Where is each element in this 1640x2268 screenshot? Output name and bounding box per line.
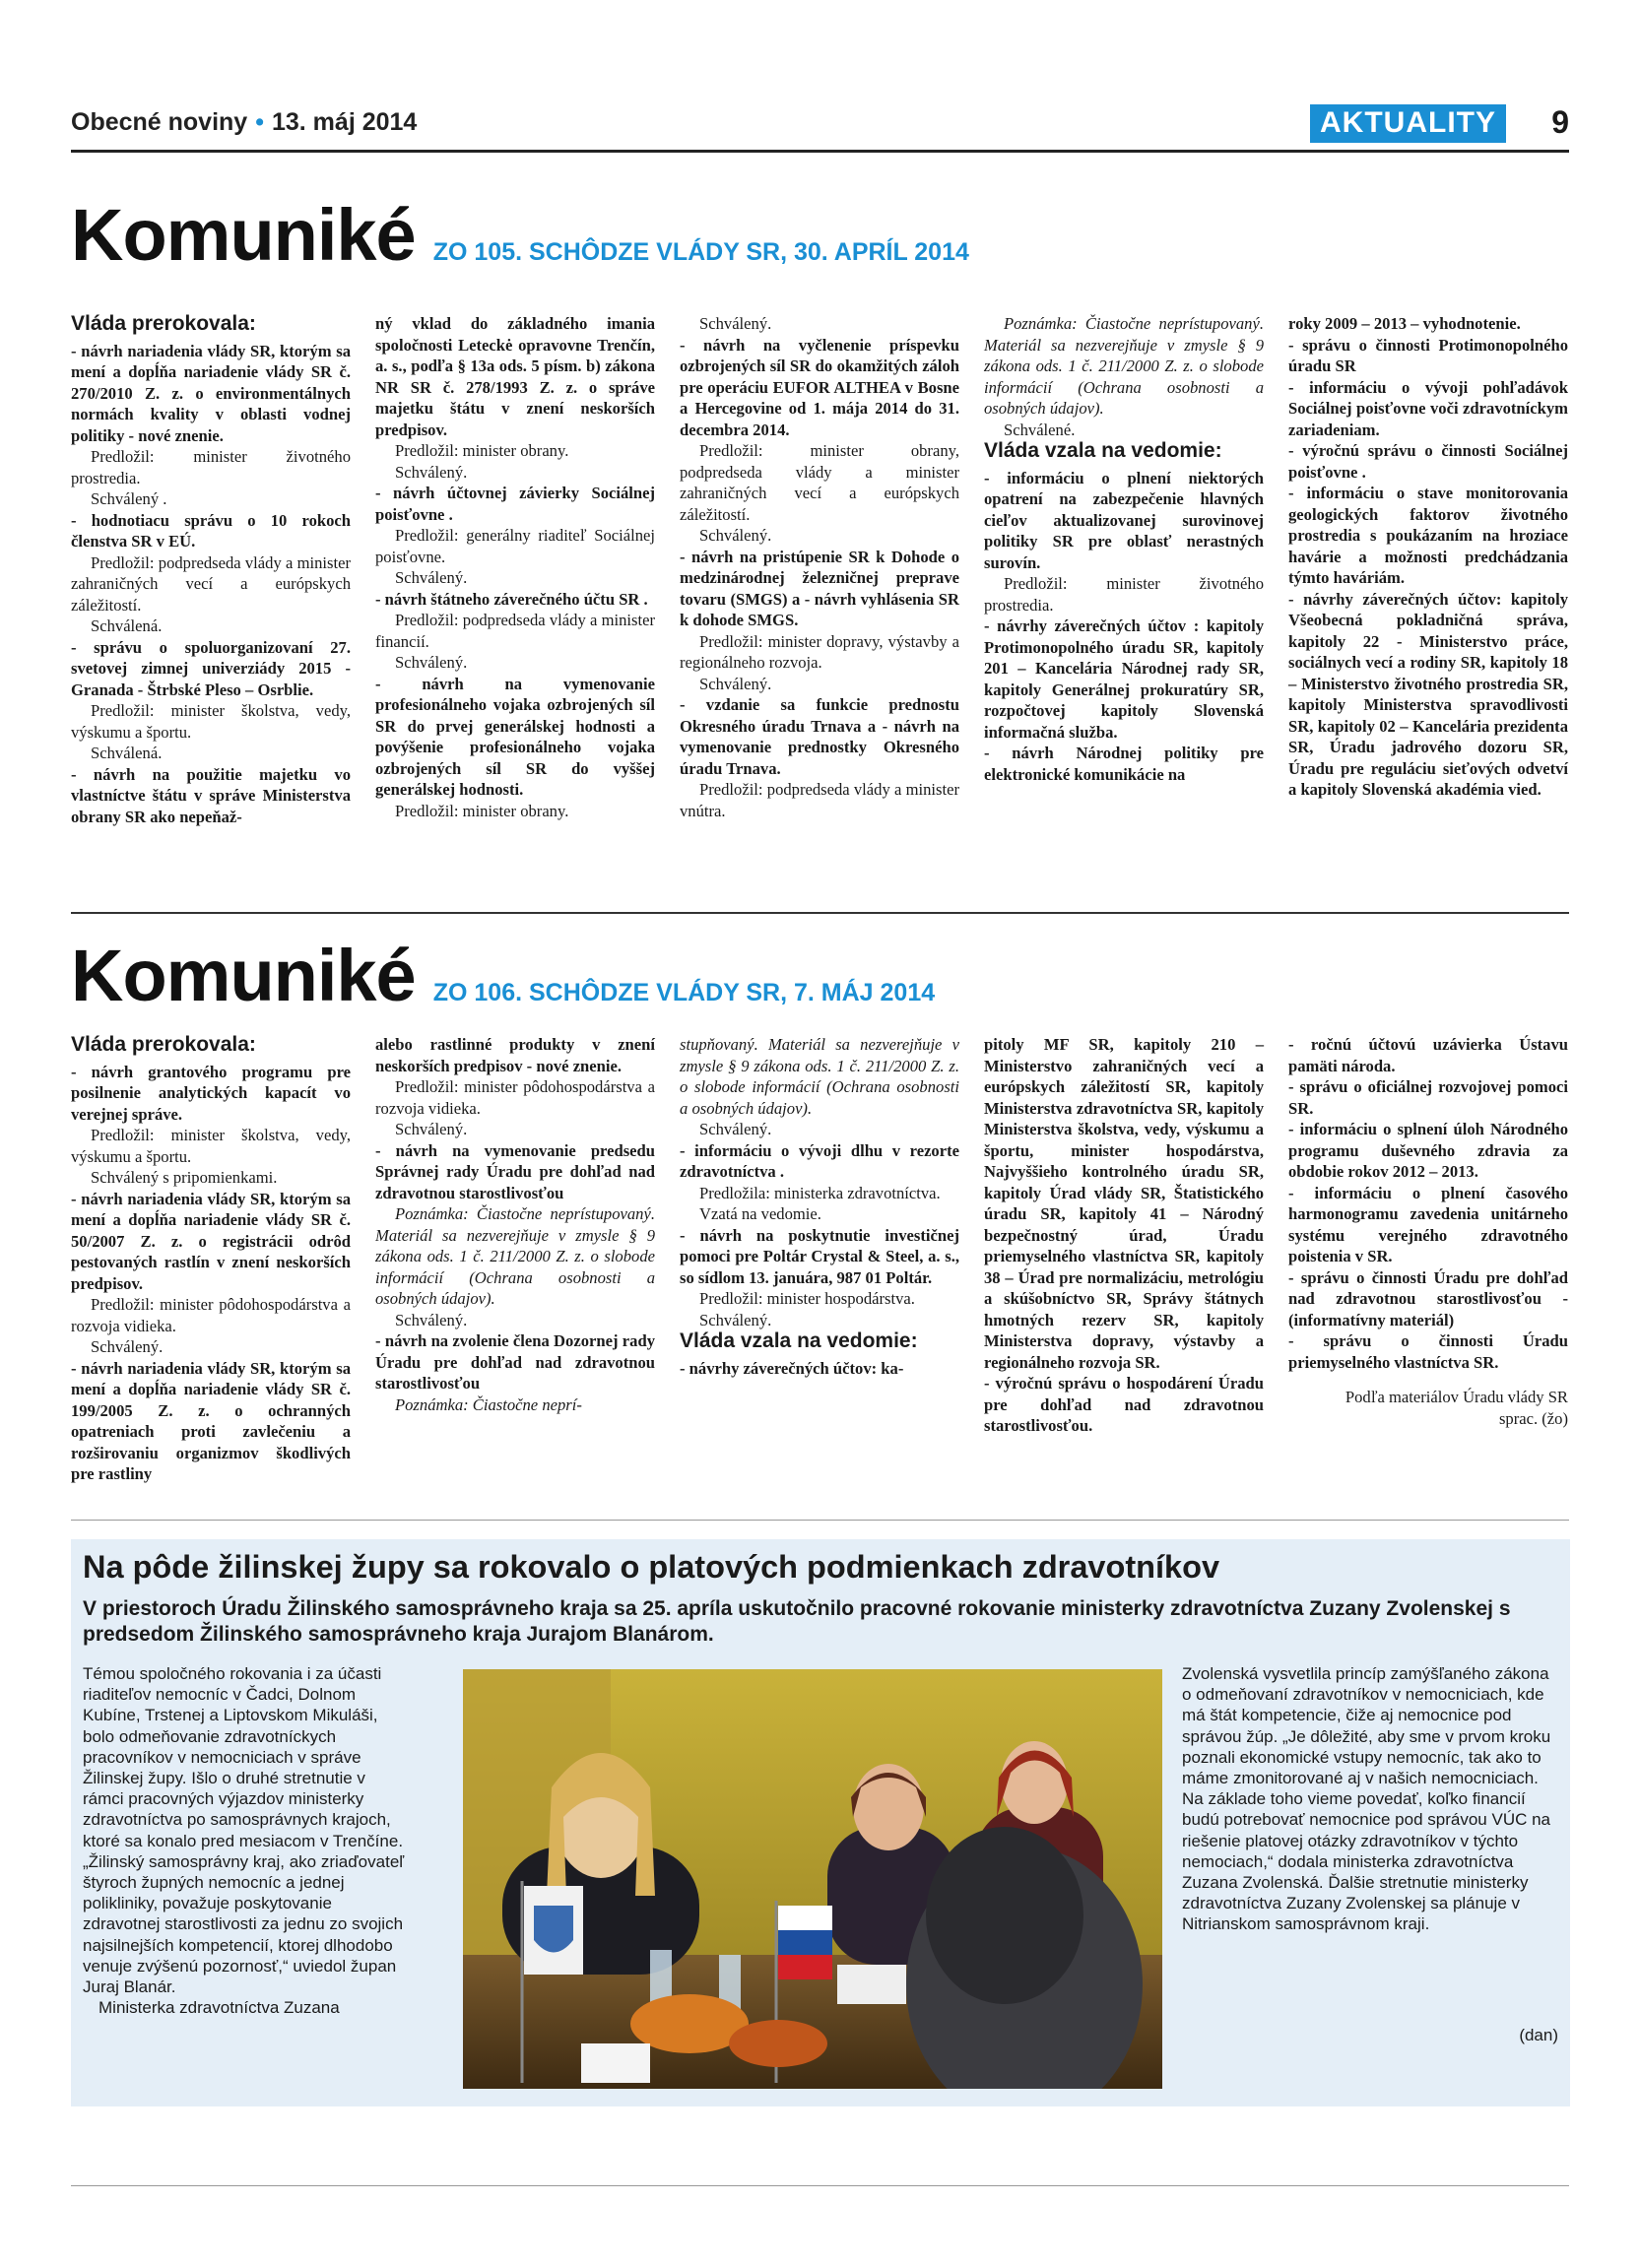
issue-date: 13. máj 2014 xyxy=(271,108,418,136)
column-paragraph: alebo rastlinné produkty v znení neskorších predpisov - nové znenie. xyxy=(375,1035,655,1075)
column-paragraph: Schválený. xyxy=(699,674,772,693)
column-paragraph: - návrh na zvolenie člena Dozornej rady Úradu pre dohľad nad zdravotnou starostlivosťou xyxy=(375,1331,655,1393)
column-paragraph: Predložil: podpredseda vlády a minister financií. xyxy=(375,611,655,651)
column-paragraph: - návrhy záverečných účtov: kapitoly Všeobecná pokladničná správa, kapitoly 22 - Ministerstvo práce, sociálnych vecí a rodiny SR, kapitoly 18 – Ministerstvo životného prostredia SR, kapitoly Ministerstva spravodlivosti SR, kapitoly 02 – Kancelária prezidenta SR, Úradu jadrového dozoru SR, Úradu pre reguláciu sieťových odvetví a kapitoly Slovenská akadémia vied. xyxy=(1288,589,1568,799)
column-paragraph: Predložil: minister hospodárstva. xyxy=(699,1289,915,1308)
section-label: AKTUALITY xyxy=(1310,104,1506,143)
column-paragraph: Predložil: minister školstva, vedy, výskumu a športu. xyxy=(71,1126,351,1166)
column-paragraph: - návrh grantového programu pre posilnenie analytických kapacít vo verejnej správe. xyxy=(71,1062,351,1124)
masthead xyxy=(71,108,417,137)
column-paragraph: Poznámka: Čiastočne neprístupovaný. Materiál sa nezverejňuje v zmysle § 9 zákona ods. 1 č. 211/2000 Z. z. o slobode informácií (Ochrana osobnosti a osobných údajov). xyxy=(984,314,1264,418)
column-paragraph: ný vklad do základného imania spoločnosti Leteckė opravovne Trenčín, a. s., podľa § 13a ods. 5 písm. b) zákona NR SR č. 278/1993 Z. z. o správe majetku štátu v znení neskorších predpisov. xyxy=(375,314,655,439)
column-2 xyxy=(375,1034,655,1485)
column-paragraph: Predložil: minister pôdohospodárstva a rozvoja vidieka. xyxy=(71,1295,351,1335)
column-paragraph: Predložil: minister obrany, podpredseda vlády a minister zahraničných vecí a európskych záležitostí. xyxy=(680,441,959,524)
column-paragraph: - informáciu o stave monitorovania geologických faktorov životného prostredia s poukázaním na hroziace havárie a možnosti predchádzania týmto haváriám. xyxy=(1288,484,1568,587)
column-paragraph: Poznámka: Čiastočne neprí- xyxy=(395,1394,582,1414)
communique-2-columns xyxy=(71,1034,1568,1485)
column-paragraph: - správu o oficiálnej rozvojovej pomoci SR. xyxy=(1288,1077,1568,1118)
column-paragraph: - informáciu o plnení časového harmonogramu zavedenia unitárneho systému verejného zdravotného poistenia v SR. xyxy=(1288,1183,1568,1265)
column-paragraph: Schválený. xyxy=(699,1310,772,1329)
column-paragraph: Predložil: podpredseda vlády a minister zahraničných vecí a európskych záležitostí. xyxy=(71,552,351,615)
article-box xyxy=(71,1539,1570,2106)
page-number: 9 xyxy=(1551,104,1569,140)
article-signature: (dan) xyxy=(1519,2026,1558,2044)
column-paragraph: - návrh na vymenovanie predsedu Správnej rady Úradu pre dohľad nad zdravotnou starostlivosťou xyxy=(375,1140,655,1202)
article-right-column: Zvolenská vysvetlila princíp zamýšľaného zákona o odmeňovaní zdravotníkov v nemocniciach, kde má štát kompetencie, čiže aj nemocnice pod správou žúp. „Je dôležité, aby sme v prvom kroku poznali ekonomické vstupy nemocníc, tak ako to máme zmonitorované aj v našich nemocniciach. Na základe toho vieme povedať, koľko financií budú potrebovať nemocnice pod správou VÚC na riešenie platovej otázky zdravotníkov v týchto nemociach,“ dodala ministerka zdravotníctva Zuzana Zvolenská. Ďalšie stretnutie ministerky zdravotníctva Zuzany Zvolenskej sa plánuje v Nitrianskom samosprávnom kraji. xyxy=(1182,1664,1551,1934)
column-paragraph: - správu o činnosti Úradu pre dohľad nad zdravotnou starostlivosťou - (informatívny materiál) xyxy=(1288,1267,1568,1329)
column-paragraph: Predložil: generálny riaditeľ Sociálnej poisťovne. xyxy=(375,526,655,566)
column-paragraph: Schválený. xyxy=(395,462,468,482)
column-paragraph: Schválené. xyxy=(1004,420,1076,439)
column-paragraph: - správu o činnosti Úradu priemyselného vlastníctva SR. xyxy=(1288,1331,1568,1372)
meeting-photo-icon xyxy=(463,1669,1162,2089)
column-paragraph: Predložil: minister obrany. xyxy=(395,801,569,820)
column-paragraph: - návrh štátneho záverečného účtu SR . xyxy=(375,589,648,609)
article-lead: V priestoroch Úradu Žilinského samosprávneho kraja sa 25. apríla uskutočnilo pracovné rokovanie ministerky zdravotníctva Zuzany Zvolenskej s predsedom Žilinského samosprávneho kraja Jurajom Blanárom. xyxy=(83,1597,1511,1646)
column-paragraph: Predložil: minister životného prostredia. xyxy=(71,447,351,487)
column-paragraph: - návrh na vymenovanie profesionálneho vojaka ozbrojených síl SR do prvej generálskej hodnosti a povýšenie profesionálneho vojaka ozbrojených síl SR do vyššej generálskej hodnosti. xyxy=(375,674,655,799)
column-3 xyxy=(680,313,959,827)
column-4 xyxy=(984,1034,1264,1485)
column-paragraph: Poznámka: Čiastočne neprístupovaný. Materiál sa nezverejňuje v zmysle § 9 zákona ods. 1 č. 211/2000 Z. z. o slobode informácií (Ochrana osobnosti a osobných údajov). xyxy=(375,1204,655,1308)
section-heading: Vláda vzala na vedomie: xyxy=(984,439,1222,462)
column-paragraph: Predložil: podpredseda vlády a minister vnútra. xyxy=(680,780,959,820)
column-paragraph xyxy=(1288,1373,1568,1387)
column-paragraph: - informáciu o vývoji dlhu v rezorte zdravotníctva . xyxy=(680,1140,959,1181)
column-paragraph: - návrh účtovnej závierky Sociálnej poisťovne . xyxy=(375,484,655,524)
column-paragraph: Schválený. xyxy=(91,1337,164,1356)
column-paragraph: Vzatá na vedomie. xyxy=(699,1204,821,1223)
separator-dot: • xyxy=(255,108,264,136)
column-paragraph: Predložil: minister dopravy, výstavby a regionálneho rozvoja. xyxy=(680,631,959,672)
column-paragraph: - návrhy záverečných účtov: ka- xyxy=(680,1358,904,1378)
column-paragraph: - návrh na vyčlenenie príspevku ozbrojených síl SR do okamžitých záloh pre operáciu EUFOR ALTHEA v Bosne a Hercegovine od 1. mája 2014 do 31. decembra 2014. xyxy=(680,335,959,439)
column-paragraph: Schválený. xyxy=(699,1120,772,1138)
column-paragraph: Podľa materiálov Úradu vlády SR xyxy=(1345,1388,1568,1406)
paper-name: Obecné noviny xyxy=(71,108,248,136)
column-paragraph: Schválený . xyxy=(91,489,167,508)
column-paragraph: - správu o spoluorganizovaní 27. svetovej zimnej univerziády 2015 - Granada - Štrbské Pleso – Osrblie. xyxy=(71,637,351,699)
column-paragraph: Schválený. xyxy=(395,1120,468,1138)
column-paragraph: - návrh na použitie majetku vo vlastníctve štátu v správe Ministerstva obrany SR ako nepeňaž- xyxy=(71,764,351,826)
column-paragraph: Predložil: minister životného prostredia. xyxy=(984,574,1264,615)
column-paragraph: Schválený. xyxy=(395,568,468,587)
communique-1-columns xyxy=(71,313,1568,827)
column-paragraph: - správu o činnosti Protimonopolného úradu SR xyxy=(1288,335,1568,375)
column-paragraph: - návrh na pristúpenie SR k Dohode o medzinárodnej železničnej preprave tovaru (SMGS) a - návrh vyhlásenia SR k dohode SMGS. xyxy=(680,547,959,629)
column-paragraph: - ročnú účtovú uzávierka Ústavu pamäti národa. xyxy=(1288,1035,1568,1075)
section-heading: Vláda vzala na vedomie: xyxy=(680,1329,918,1352)
communique-subtitle: ZO 105. SCHÔDZE VLÁDY SR, 30. APRÍL 2014 xyxy=(432,238,969,266)
article-left-tail: Ministerka zdravotníctva Zuzana xyxy=(98,1998,340,2018)
column-paragraph: - výročnú správu o hospodárení Úradu pre dohľad nad zdravotnou starostlivosťou. xyxy=(984,1374,1264,1435)
column-1 xyxy=(71,313,351,827)
communique-subtitle: ZO 106. SCHÔDZE VLÁDY SR, 7. MÁJ 2014 xyxy=(432,979,936,1006)
column-paragraph: - informáciu o splnení úloh Národného programu duševného zdravia za obdobie rokov 2012 – 2013. xyxy=(1288,1120,1568,1181)
column-2 xyxy=(375,313,655,827)
communique-title: Komuniké xyxy=(71,194,416,276)
column-paragraph: pitoly MF SR, kapitoly 210 – Ministerstvo zahraničných vecí a európskych záležitostí SR, kapitoly Ministerstva zdravotníctva SR, kapitoly Ministerstva školstva, vedy, výskumu a športu, minister hospodárstva, Najvyššieho kontrolného úradu SR, kapitoly Úrad vlády SR, Štatistického úradu SR, kapitoly 41 – Národný bezpečnostný úrad, Úradu priemyselného vlastníctva SR, kapitoly 38 – Úrad pre normalizáciu, metrológiu a skúšobníctvo SR, Správy štátnych hmotných rezerv SR, kapitoly Ministerstva dopravy, výstavby a regionálneho rozvoja SR. xyxy=(984,1035,1264,1372)
article-left-text: Témou spoločného rokovania i za účasti riaditeľov nemocníc v Čadci, Dolnom Kubíne, Trstenej a Liptovskom Mikuláši, bolo odmeňovanie zdravotníckych pracovníkov v nemocniciach v správe Žilinskej župy. Išlo o druhé stretnutie v rámci pracovných výjazdov ministerky zdravotníctva po samosprávnych krajoch, ktoré sa konalo pred mesiacom v Trenčíne. „Žilinský samosprávny kraj, ako zriaďovateľ štyroch župných nemocníc a jednej polikliniky, považuje poskytovanie zdravotnej starostlivosti za jednu zo svojich najsilnejších kompetencií, ktorej dlhodobo venuje zvýšenú pozornosť,“ uviedol župan Juraj Blanár. xyxy=(83,1664,405,1997)
column-paragraph: - návrh nariadenia vlády SR, ktorým sa mení a dopĺňa nariadenie vlády SR č. 199/2005 Z. z. o ochranných opatreniach proti zavlečeniu a rozširovaniu organizmov škodlivých pre rastliny xyxy=(71,1358,351,1483)
article-left-column xyxy=(83,1663,408,2018)
column-paragraph: Schválená. xyxy=(91,744,163,762)
column-paragraph: - informáciu o vývoji pohľadávok Sociálnej poisťovne voči zdravotníckym zariadeniam. xyxy=(1288,377,1568,439)
column-paragraph: - návrh Národnej politiky pre elektronické komunikácie na xyxy=(984,744,1264,784)
column-paragraph: - informáciu o plnení niektorých opatrení na zabezpečenie hlavných cieľov aktualizovanej surovinovej politiky SR pre oblasť nerastných surovín. xyxy=(984,468,1264,572)
page-bottom-divider xyxy=(71,2185,1569,2186)
section-heading: Vláda prerokovala: xyxy=(71,312,256,335)
column-paragraph: Predložil: minister školstva, vedy, výskumu a športu. xyxy=(71,701,351,742)
section-heading: Vláda prerokovala: xyxy=(71,1033,256,1056)
column-paragraph: - vzdanie sa funkcie prednostu Okresného úradu Trnava a - návrh na vymenovanie prednostky Okresného úradu Trnava. xyxy=(680,695,959,778)
column-paragraph: Predložila: ministerka zdravotníctva. xyxy=(699,1183,941,1202)
communique-2-heading xyxy=(71,934,936,1016)
section-divider xyxy=(71,912,1569,914)
column-paragraph: - výročnú správu o činnosti Sociálnej poisťovne . xyxy=(1288,441,1568,482)
column-paragraph: - hodnotiacu správu o 10 rokoch členstva SR v EÚ. xyxy=(71,510,351,551)
column-paragraph: Schválený. xyxy=(395,653,468,672)
column-paragraph: Schválená. xyxy=(91,616,163,635)
column-5 xyxy=(1288,1034,1568,1485)
column-paragraph: Schválený. xyxy=(699,526,772,545)
column-5 xyxy=(1288,313,1568,827)
column-paragraph: Predložil: minister pôdohospodárstva a rozvoja vidieka. xyxy=(375,1077,655,1118)
column-paragraph: stupňovaný. Materiál sa nezverejňuje v zmysle § 9 zákona ods. 1 č. 211/2000 Z. z. o slobode informácií (Ochrana osobnosti a osobných údajov). xyxy=(680,1035,959,1118)
communique-1-heading xyxy=(71,193,969,276)
article-title: Na pôde žilinskej župy sa rokovalo o platových podmienkach zdravotníkov xyxy=(83,1549,1220,1585)
column-paragraph: Schválený s pripomienkami. xyxy=(91,1168,278,1187)
section-divider xyxy=(71,1520,1569,1521)
column-paragraph: sprac. (žo) xyxy=(1498,1408,1568,1428)
column-paragraph: Schválený. xyxy=(395,1310,468,1329)
communique-title: Komuniké xyxy=(71,935,416,1016)
column-paragraph: - návrhy záverečných účtov : kapitoly Protimonopolného úradu SR, kapitoly 201 – Kancelária Národnej rady SR, kapitoly Generálnej prokuratúry SR, rozpočtovej kapitoly Slovenská informačná služba. xyxy=(984,616,1264,742)
page-header xyxy=(71,104,1569,153)
column-paragraph: - návrh nariadenia vlády SR, ktorým sa mení a dopĺňa nariadenie vlády SR č. 270/2010 Z. z. o environmentálnych normách kvality v oblasti vodnej politiky - nové znenie. xyxy=(71,341,351,445)
meeting-photo xyxy=(463,1669,1162,2089)
column-paragraph: - návrh nariadenia vlády SR, ktorým sa mení a dopĺňa nariadenie vlády SR č. 50/2007 Z. z. o registrácii odrôd pestovaných rastlín v znení neskorších predpisov. xyxy=(71,1189,351,1293)
column-paragraph: roky 2009 – 2013 – vyhodnotenie. xyxy=(1288,314,1521,333)
column-1 xyxy=(71,1034,351,1485)
column-4 xyxy=(984,313,1264,827)
column-3 xyxy=(680,1034,959,1485)
column-paragraph: - návrh na poskytnutie investičnej pomoci pre Poltár Crystal & Steel, a. s., so sídlom 13. januára, 987 01 Poltár. xyxy=(680,1225,959,1287)
column-paragraph: Schválený. xyxy=(699,314,772,333)
column-paragraph: Predložil: minister obrany. xyxy=(395,441,569,460)
